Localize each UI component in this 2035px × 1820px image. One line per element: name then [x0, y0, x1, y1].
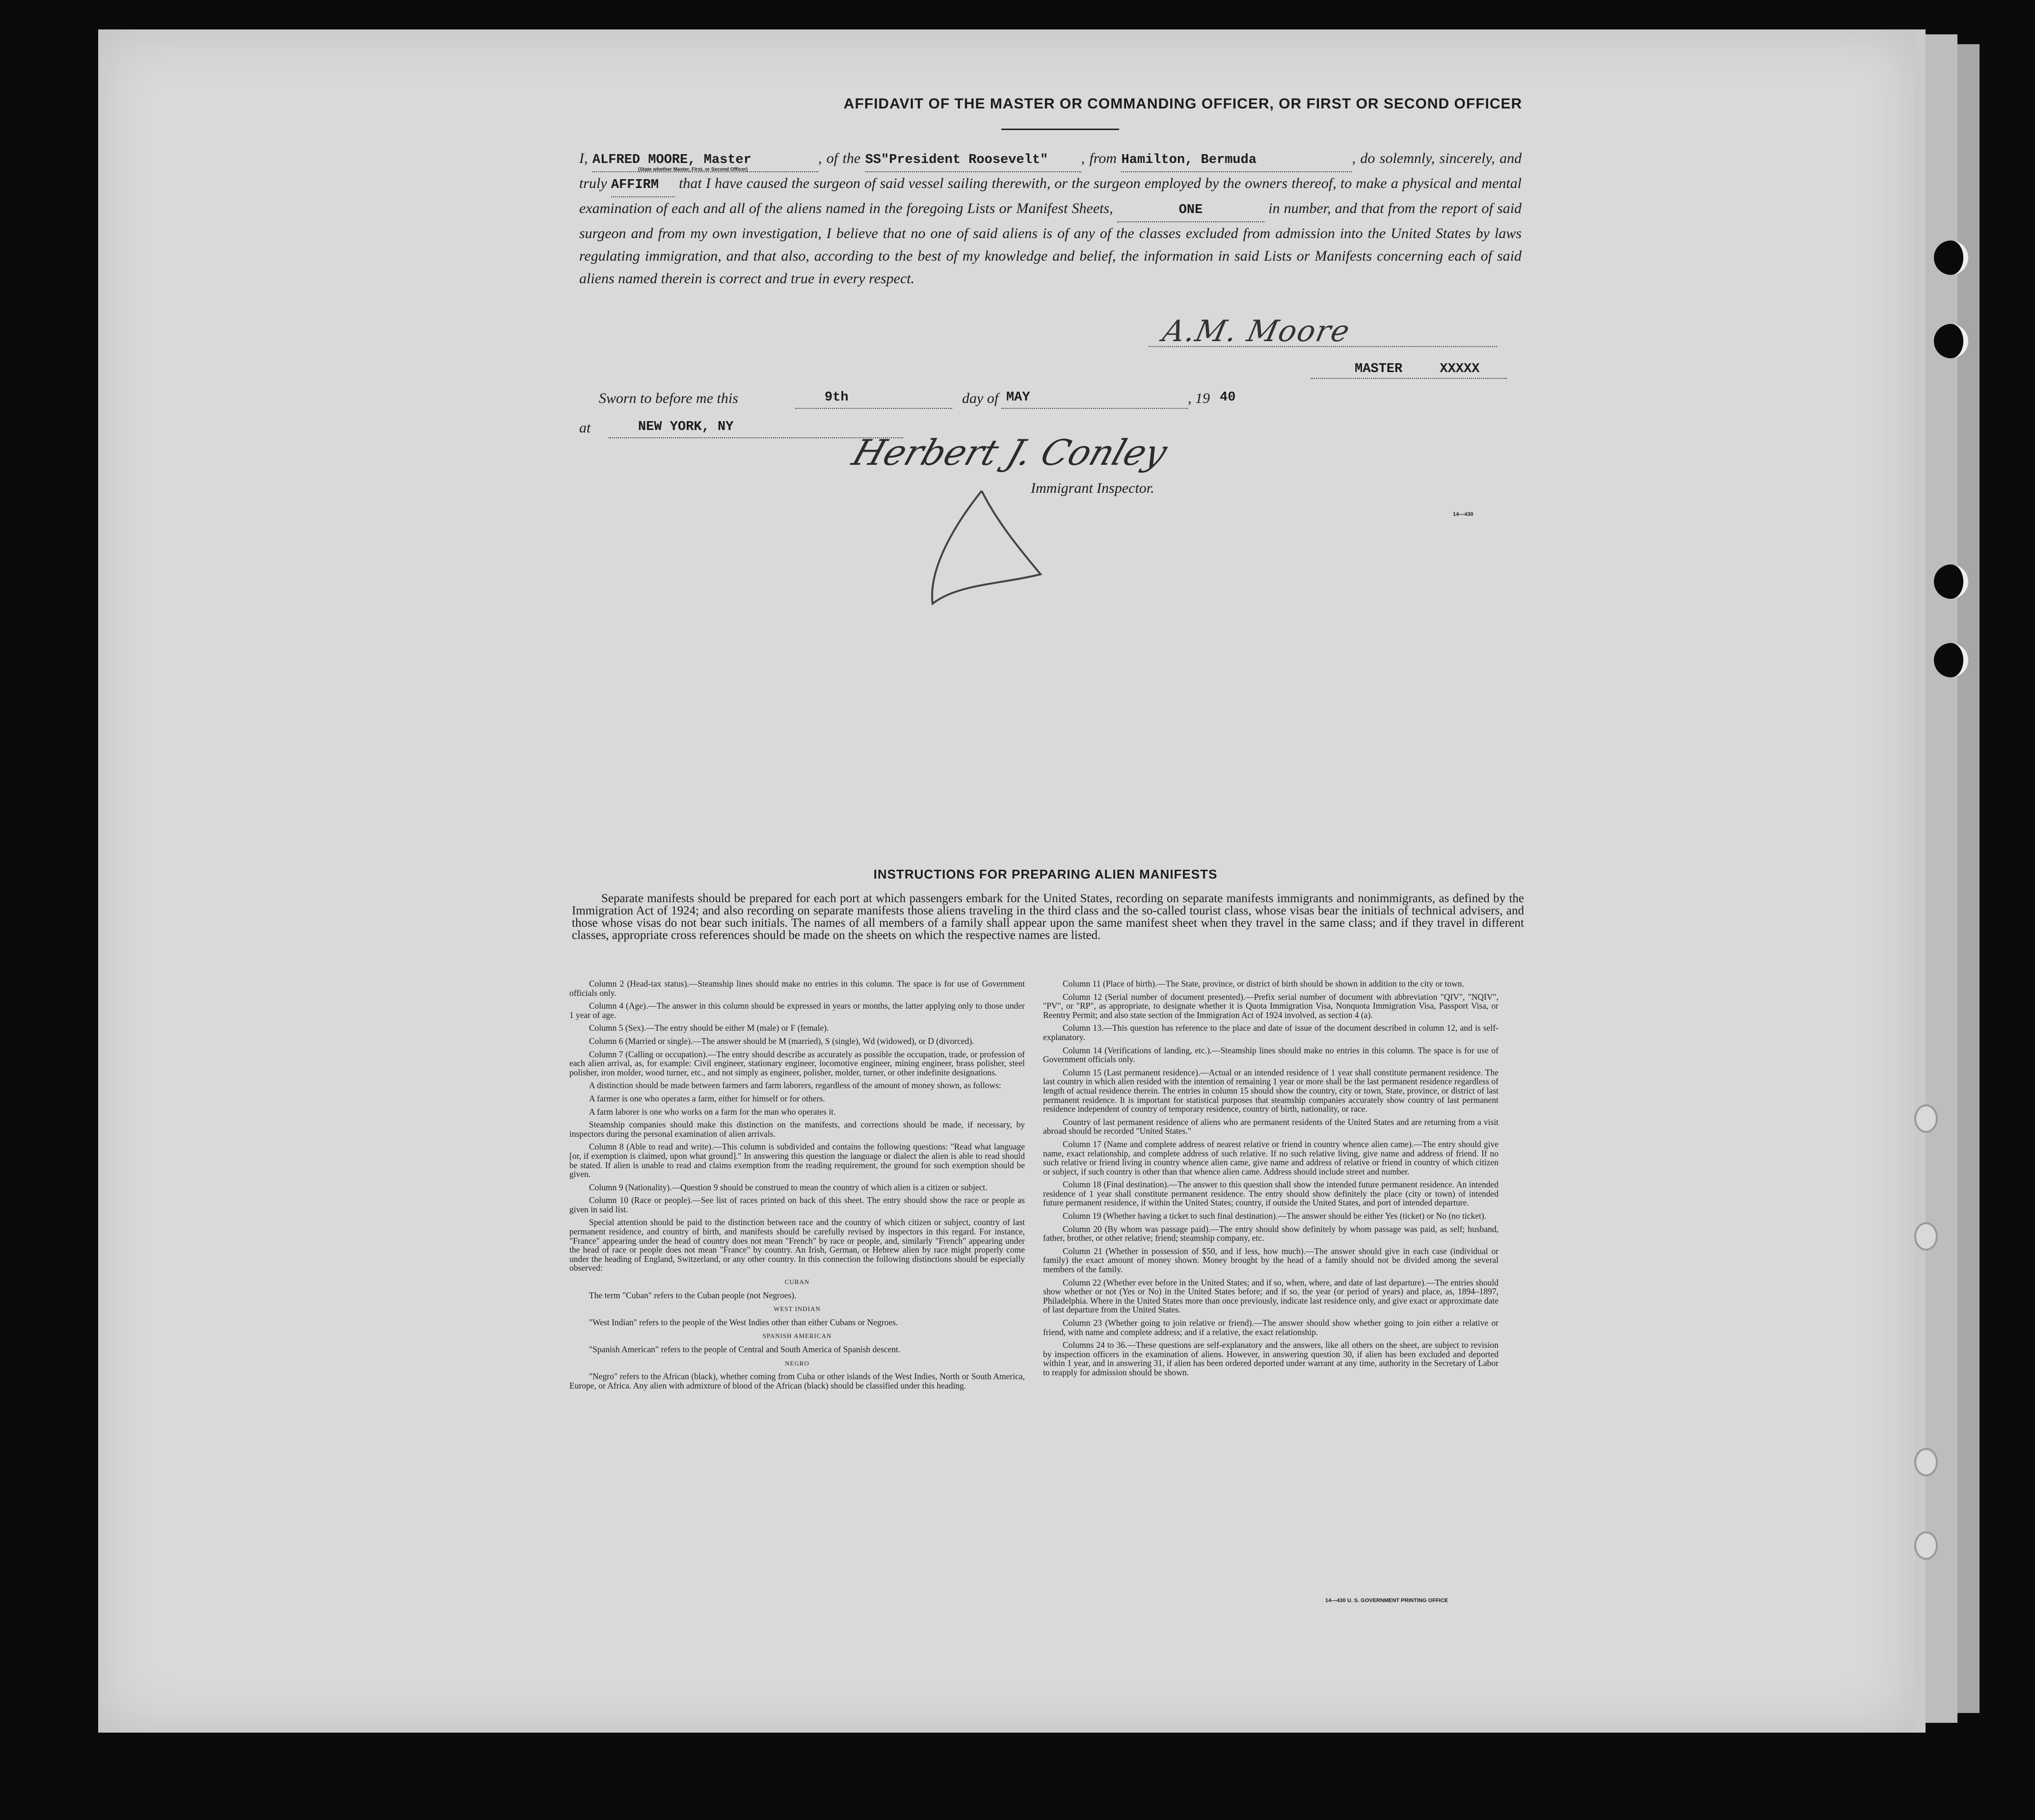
- instruction-paragraph: Column 2 (Head-tax status).—Steamship lines should make no entries in this column. The space is for use of Government officials only.: [569, 979, 1025, 998]
- solemnly-text: solemnly, sincerely, and truly: [579, 150, 1522, 191]
- instruction-paragraph: Column 21 (Whether in possession of $50, and if less, how much).—The answer should give in each case (individual or family) the exact amount of money shown. Money brought by the head of a family should not be divided among the several members of the family.: [1043, 1246, 1499, 1275]
- sworn-label: Sworn to before me this: [599, 390, 738, 406]
- instruction-paragraph: Column 6 (Married or single).—The answer should be M (married), S (single), Wd (widowed), or D (divorced).: [589, 1036, 974, 1046]
- year-prefix: , 19: [1188, 390, 1210, 406]
- instruction-paragraph: Column 20 (By whom was passage paid).—The entry should show definitely by whom passage was paid, as self; husband, father, brother, or other relative; friend; steamship company, etc.: [1043, 1224, 1499, 1243]
- instruction-paragraph: Columns 24 to 36.—These questions are self-explanatory and the answers, like all others on the sheet, are subject to revision by inspection officers in the examination of aliens. However, in answering question 30, if alien has been excluded and deported within 1 year, and in answering 31, if alien has been ordered deported under warrant at any time, authority in the Secretary of Labor to reapply for admission should be shown.: [1043, 1340, 1499, 1377]
- instruction-paragraph: Column 7 (Calling or occupation).—The entry should describe as accurately as possible the occupation, trade, or profession of each alien arrival, as, for example: Civil engineer, stationary engineer, locomotive engineer, mining engineer, brass polisher, steel polisher, iron molder, wood turner, etc., and not simply as engineer, polisher, molder, turner, or other indefinite designations.: [569, 1049, 1025, 1077]
- instruction-paragraph: Column 8 (Able to read and write).—This column is subdivided and contains the following questions: "Read what language [or, if exemption is claimed, upon what ground]." In answering this question the language or dialect the alien is able to read should be stated. If alien is unable to read and claims exemption from the reading requirement, the ground for such exemption should be given.: [569, 1142, 1025, 1179]
- title-struck: XXXXX: [1440, 362, 1480, 376]
- binder-hole: [1934, 564, 1968, 599]
- instruction-paragraph: Column 12 (Serial number of document presented).—Prefix serial number of document with abbreviation "QIV", "NQIV", "PV", or "RP", as appropriate, to designate whether it is Quota Immigration Visa, Nonquota Immigration Visa, Passport Visa, or Reentry Permit; and also state section of the Immigration Act of 1924 involved, as section 4 (a).: [1043, 991, 1499, 1020]
- binder-hole: [1934, 241, 1968, 275]
- inspector-title: Immigrant Inspector.: [1031, 480, 1154, 496]
- signer-title: [1355, 362, 1479, 376]
- binder-hole: [1914, 1448, 1938, 1476]
- pen-mark: [923, 486, 1050, 614]
- day-line: [795, 408, 952, 409]
- instruction-paragraph: Country of last permanent residence of aliens who are permanent residents of the United States and are returning from a visit abroad should be recorded "United States.": [1043, 1117, 1499, 1136]
- affidavit-text-2: in number, and that from the report of said surgeon and from my own investigation, I believe that no one of said aliens is of any of the classes excluded from admission into the United States by laws regulating immigration, and that also, according to the best of my knowledge and belief, the information in said Lists or Manifests concerning each of said aliens named therein is correct and true in every respect.: [579, 200, 1522, 287]
- binder-hole: [1914, 1531, 1938, 1560]
- sworn-month: MAY: [1006, 390, 1030, 405]
- binder-hole: [1934, 643, 1968, 677]
- affirm-word: AFFIRM: [611, 174, 675, 197]
- instruction-paragraph: Column 22 (Whether ever before in the United States; and if so, when, where, and date of last departure).—The entries should show whether or not (Yes or No) in the United States before; and if so, the year (or period of years) and place, as, 1894–1897, Philadelphia. Where in the United States more than once previously, indicate last residence only, and give exact or approximate date of last departure from the United States.: [1043, 1277, 1499, 1315]
- vessel-name: SS"President Roosevelt": [865, 149, 1081, 172]
- affidavit-heading: AFFIDAVIT OF THE MASTER OR COMMANDING OFFICER, OR FIRST OR SECOND OFFICER: [843, 96, 1523, 112]
- do-label: , do: [1352, 150, 1375, 166]
- binder-hole: [1934, 324, 1968, 358]
- definition-spanish-american: "Spanish American" refers to the people of Central and South America of Spanish descent.: [589, 1344, 901, 1354]
- instructions-intro: Separate manifests should be prepared for each port at which passengers embark for the United States, recording on separate manifests immigrants and nonimmigrants, as defined by the Immigration Act of 1924; and also recording on separate manifests those aliens traveling in the third class and the so-called tourist class, whose visas bear the initials of technical advisers, and those whose visas do not bear such initials. The names of all members of a family shall appear upon the same manifest sheet when they travel in the same class; and if they travel in different classes, appropriate cross references should be made on the sheets on which the respective names are listed.: [572, 892, 1524, 942]
- subheading-negro: NEGRO: [785, 1359, 809, 1367]
- sworn-year: 40: [1220, 390, 1236, 405]
- instruction-paragraph: Column 17 (Name and complete address of nearest relative or friend in country whence alien came).—The entry should give name, exact relationship, and complete address of such relative. If no such relative living, give name and address of friend. If no such relative or friend living in country whence alien came, give name and address of relative or friend in country of which citizen or subject, if such country is other than that whence alien came. Address should include street and number.: [1043, 1139, 1499, 1177]
- month-line: [1001, 408, 1188, 409]
- of-the-label: , of the: [818, 150, 861, 166]
- instruction-paragraph: Column 5 (Sex).—The entry should be either M (male) or F (female).: [589, 1023, 829, 1033]
- instruction-paragraph: A distinction should be made between farmers and farm laborers, regardless of the amount of money shown, as follows:: [589, 1080, 1001, 1091]
- definition-cuban: The term "Cuban" refers to the Cuban people (not Negroes).: [589, 1290, 797, 1300]
- instructions-title: INSTRUCTIONS FOR PREPARING ALIEN MANIFESTS: [873, 867, 1218, 882]
- instruction-paragraph: Column 4 (Age).—The answer in this column should be expressed in years or months, the latter applying only to those under 1 year of age.: [569, 1001, 1025, 1020]
- from-label: , from: [1081, 150, 1117, 166]
- signature-line: [1149, 346, 1497, 347]
- instruction-paragraph: Column 23 (Whether going to join relative or friend).—The answer should show whether going to join either a relative or friend, with name and complete address; and if a relative, the exact relationship.: [1043, 1318, 1499, 1337]
- form-number: 14—430: [1453, 511, 1473, 517]
- master-signature: A.M. Moore: [1159, 314, 1354, 348]
- instruction-paragraph: Steamship companies should make this distinction on the manifests, and corrections should be made, if necessary, by inspectors during the personal examination of alien arrivals.: [569, 1120, 1025, 1139]
- binder-hole: [1914, 1104, 1938, 1133]
- instruction-paragraph: A farm laborer is one who works on a farm for the man who operates it.: [589, 1106, 836, 1117]
- officer-rank-note: (State whether Master, First, or Second Officer): [638, 167, 748, 172]
- instruction-paragraph: A farmer is one who operates a farm, either for himself or for others.: [589, 1093, 825, 1103]
- instruction-paragraph: Column 14 (Verifications of landing, etc.).—Steamship lines should make no entries in this column. The space is for use of Government officials only.: [1043, 1045, 1499, 1065]
- subheading-cuban: CUBAN: [784, 1278, 810, 1286]
- instruction-paragraph: Column 13.—This question has reference to the place and date of issue of the document described in column 12, and is self-explanatory.: [1043, 1023, 1499, 1042]
- alien-count: ONE: [1117, 199, 1264, 222]
- affidavit-text-1: that I have caused the surgeon of said vessel sailing therewith, or the surgeon employed by the owners thereof, to make a physical and mental examination of each and all of the aliens named in the foregoing Lists or Manifest Sheets,: [579, 175, 1522, 216]
- instruction-paragraph: Column 10 (Race or people).—See list of races printed on back of this sheet. The entry should show the race or people as given in said list.: [569, 1195, 1025, 1214]
- subheading-spanish-american: SPANISH AMERICAN: [762, 1332, 832, 1340]
- day-of-label: day of: [962, 390, 999, 406]
- officer-name: ALFRED MOORE, Master: [592, 149, 818, 172]
- sworn-day: 9th: [825, 390, 849, 405]
- instruction-paragraph: Column 19 (Whether having a ticket to such final destination).—The answer should be either Yes (ticket) or No (no ticket).: [1063, 1211, 1487, 1221]
- title-master: MASTER: [1355, 362, 1403, 376]
- subheading-west-indian: WEST INDIAN: [774, 1305, 821, 1313]
- printing-office-footer: 14—430 U. S. GOVERNMENT PRINTING OFFICE: [1325, 1598, 1448, 1604]
- inspector-signature: Herbert J. Conley: [847, 432, 1173, 473]
- title-line: [1311, 378, 1507, 379]
- definition-west-indian: "West Indian" refers to the people of the West Indies other than either Cubans or Negroes.: [589, 1317, 898, 1327]
- sworn-place: NEW YORK, NY: [638, 420, 734, 434]
- instructions-left-column: [569, 979, 1025, 1394]
- binder-hole: [1914, 1222, 1938, 1251]
- instruction-paragraph: Special attention should be paid to the distinction between race and the country of which citizen or subject, country of last permanent residence, and country of birth, and manifests should be carefully revised by inspectors in this regard. For instance, "France" appearing under the head of country does not mean "French" by race or people, and, similarly "French" appearing under the head of race or people does not mean "France" by country. An Irish, German, or Hebrew alien by race might properly come under the heading of England, Switzerland, or any other country. In this connection the following distinctions should be especially observed:: [569, 1217, 1025, 1273]
- instructions-right-column: [1043, 979, 1499, 1381]
- heading-rule: [1001, 129, 1119, 130]
- at-label: at: [579, 420, 591, 436]
- instruction-paragraph: Column 9 (Nationality).—Question 9 should be construed to mean the country of which alien is a citizen or subject.: [589, 1182, 988, 1192]
- definition-negro: "Negro" refers to the African (black), whether coming from Cuba or other islands of the West Indies, North or South America, Europe, or Africa. Any alien with admixture of blood of the African (black) should be classified under this heading.: [569, 1371, 1025, 1391]
- instruction-paragraph: Column 11 (Place of birth).—The State, province, or district of birth should be shown in addition to the city or town.: [1063, 979, 1464, 989]
- affidavit-i: I,: [579, 150, 588, 166]
- departure-port: Hamilton, Bermuda: [1121, 149, 1352, 172]
- instruction-paragraph: Column 18 (Final destination).—The answer to this question shall show the intended future permanent residence. An intended residence of 1 year shall constitute permanent residence. The entry should show definitely the place (city or town) of intended future permanent residence, if within the United States; country, if outside the United States, and port of intended departure.: [1043, 1179, 1499, 1208]
- instruction-paragraph: Column 15 (Last permanent residence).—Actual or an intended residence of 1 year shall constitute permanent residence. The last country in which alien resided with the intention of remaining 1 year or more shall be the last permanent residence regardless of length of actual residence therein. The entries in column 15 should show the country, city or town, State, province, or district of last permanent residence. It is important for statistical purposes that steamship companies accurately show country of last permanent residence independent of country of temporary residence, country of birth, nationality, or race.: [1043, 1067, 1499, 1114]
